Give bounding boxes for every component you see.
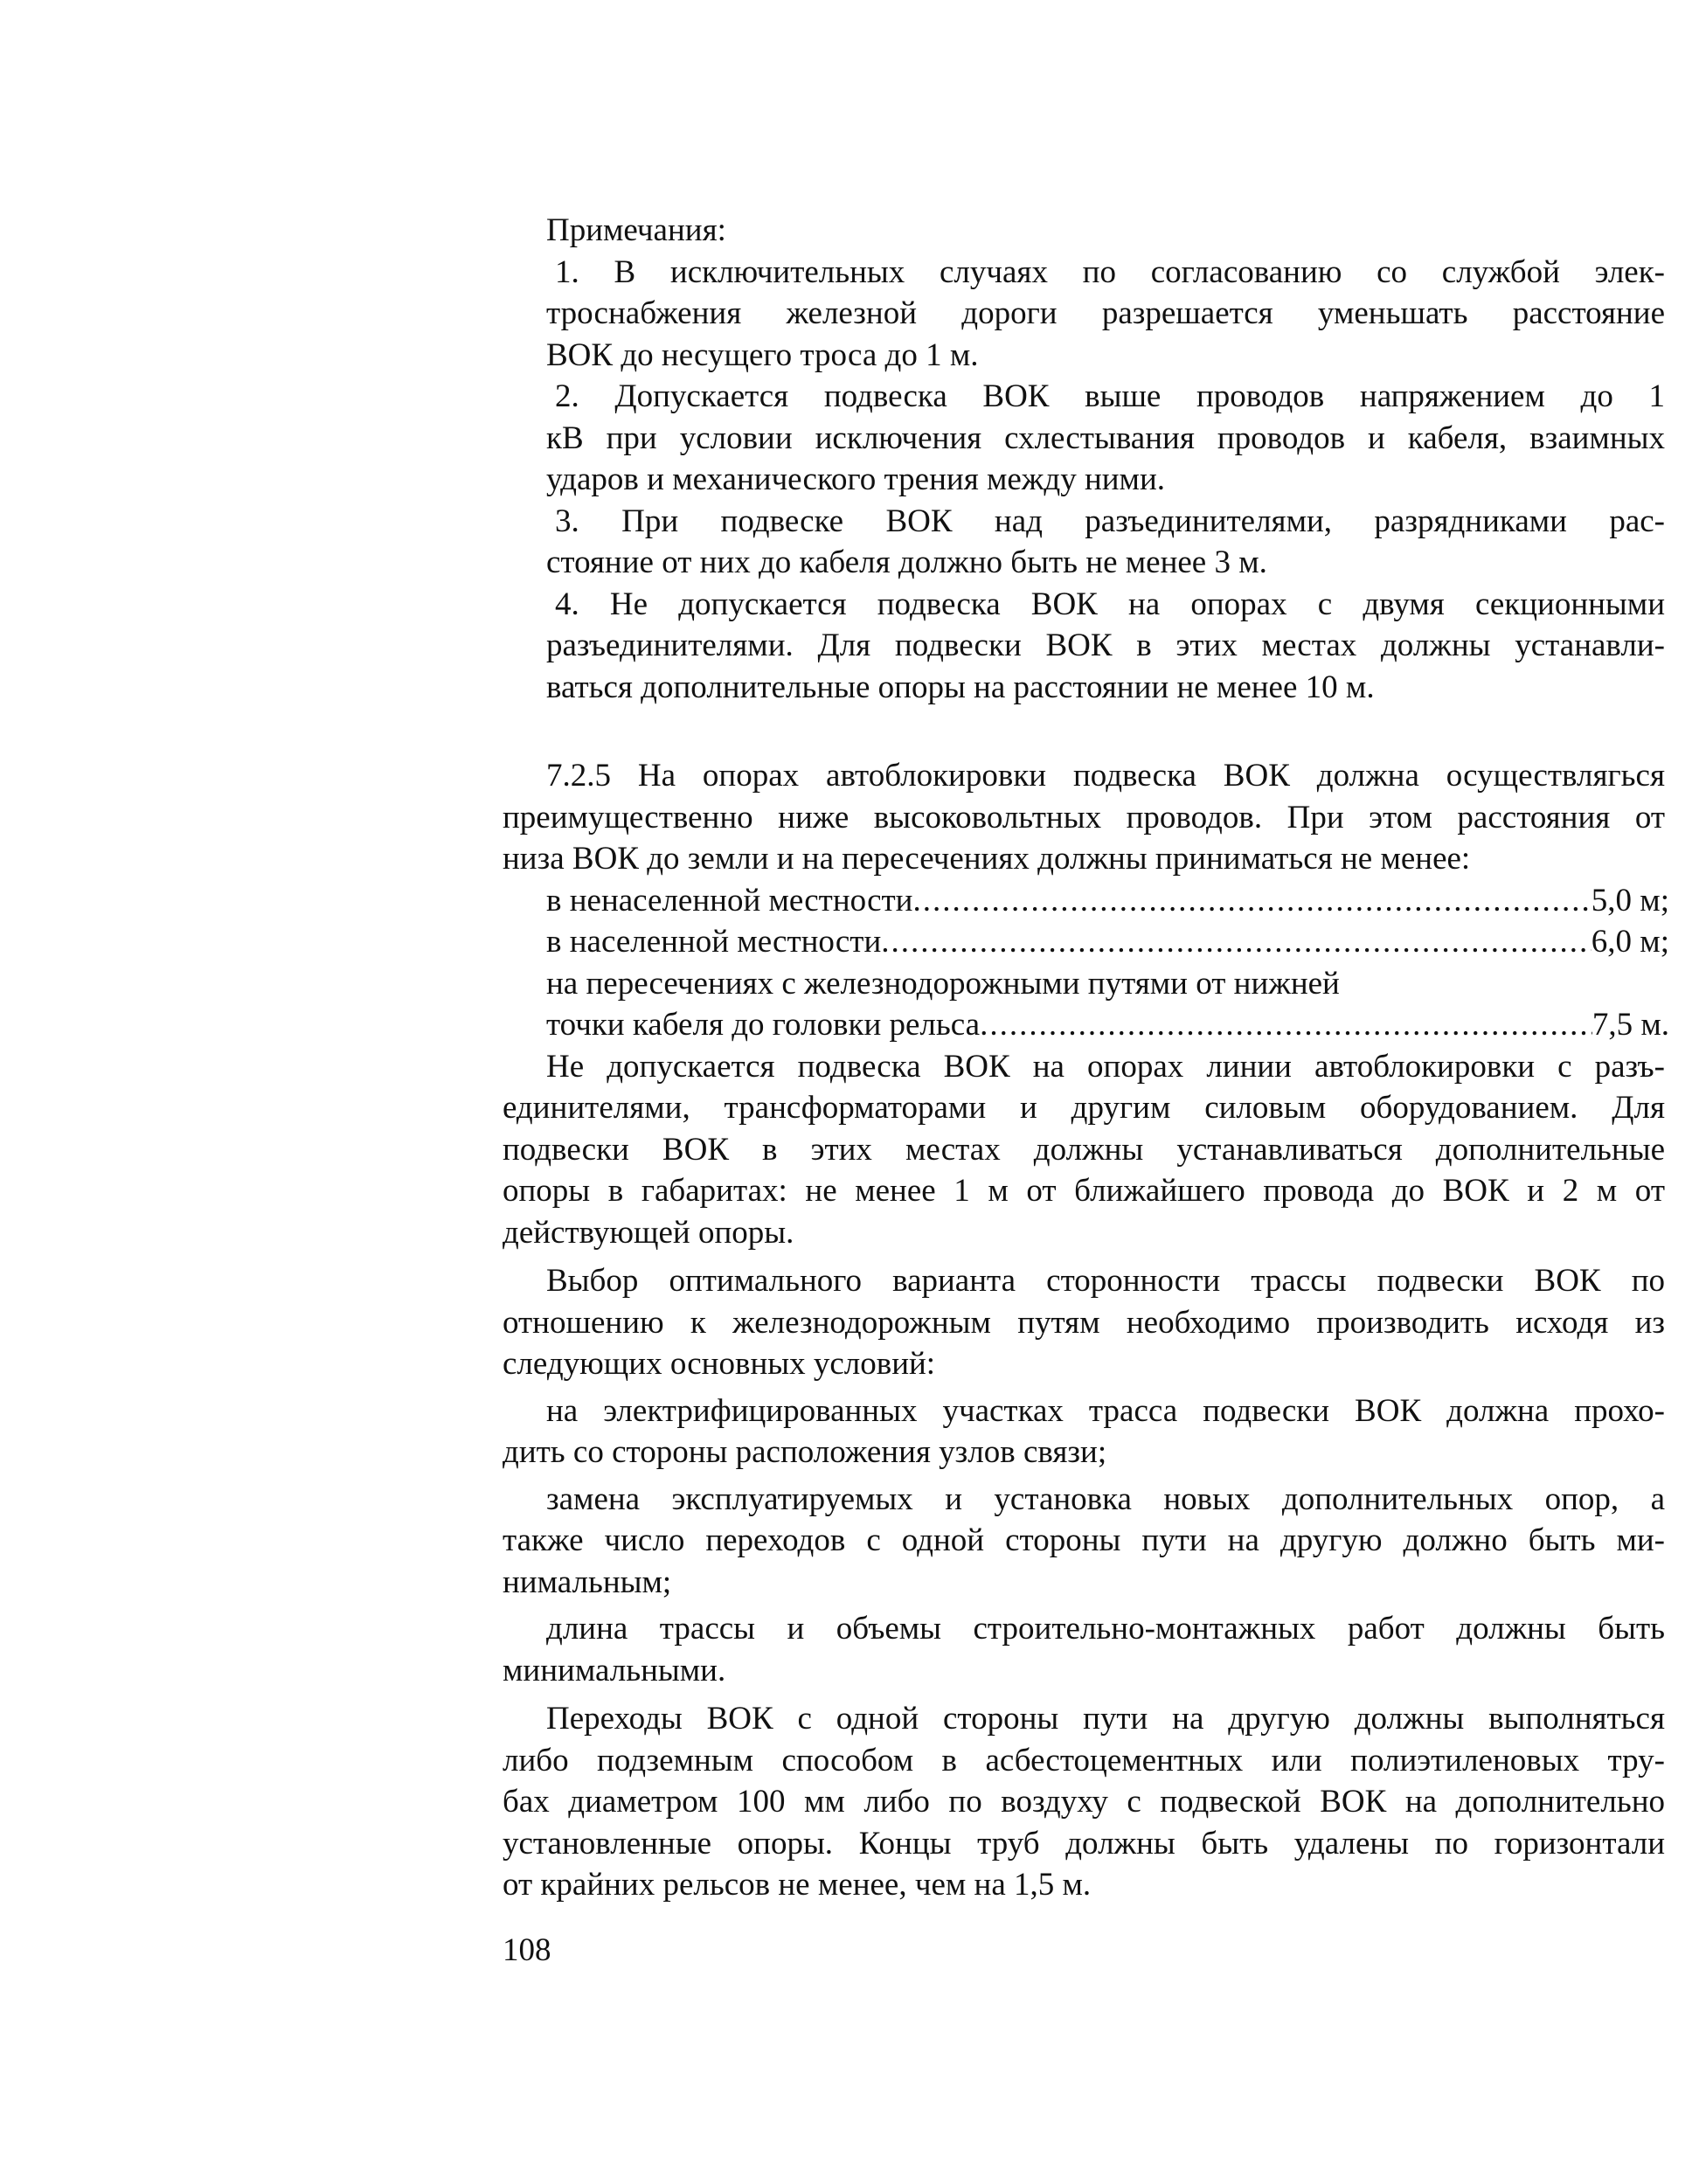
paragraph-line: подвески ВОК в этих местах должны устанавливаться дополнительные [503,1131,1665,1168]
note-line: ударов и механического трения между ними. [546,461,1166,497]
note-line: 1. В исключительных случаях по согласованию со службой элек- [555,253,1665,290]
condition-line: дить со стороны расположения узлов связи; [503,1434,1107,1470]
paragraph-route-choice [503,1260,1665,1385]
condition-1 [503,1390,1665,1473]
note-1 [503,252,1665,377]
paragraph-no-suspension [503,1046,1665,1254]
leader-dots [980,1004,1592,1046]
paragraph-line: действующей опоры. [503,1214,794,1251]
notes-heading: Примечания: [546,212,726,248]
note-line: разъединителями. Для подвески ВОК в этих местах должны устанавли- [546,627,1665,663]
condition-3 [503,1608,1665,1691]
condition-line: минимальными. [503,1652,726,1688]
paragraph-line: установленные опоры. Концы труб должны быть удалены по горизонтали [503,1825,1665,1862]
distance-label: в ненаселенной местности [546,882,913,919]
paragraph-line: либо подземным способом в асбестоцементных или полиэтиленовых тру- [503,1742,1665,1778]
distance-populated [503,921,1669,963]
distance-value: 5,0 м; [1591,882,1669,919]
leader-dots [881,921,1592,963]
distance-crossing [503,1004,1669,1046]
condition-line: замена эксплуатируемых и установка новых дополнительных опор, а [546,1480,1665,1517]
paragraph-line: Не допускается подвеска ВОК на опорах линии автоблокировки с разъ- [546,1048,1665,1085]
paragraph-crossings [503,1698,1665,1906]
paragraph-line: следующих основных условий: [503,1346,936,1382]
paragraph-line: Переходы ВОК с одной стороны пути на другую должны выполняться [546,1701,1665,1737]
note-line: ВОК до несущего троса до 1 м. [546,336,979,373]
note-line: 3. При подвеске ВОК над разъединителями, разрядниками рас- [555,503,1665,539]
note-3 [503,501,1665,584]
distance-value: 6,0 м; [1591,924,1669,960]
condition-2 [503,1479,1665,1604]
condition-line: также число переходов с одной стороны пути на другую должно быть ми- [503,1522,1665,1558]
paragraph-line: опоры в габаритах: не менее 1 м от ближайшего провода до ВОК и 2 м от [503,1173,1665,1209]
note-line: ваться дополнительные опоры на расстоянии не менее 10 м. [546,669,1375,705]
condition-line: на электрифицированных участках трасса подвески ВОК должна прохо- [546,1392,1665,1429]
paragraph-line: от крайних рельсов не менее, чем на 1,5 м. [503,1867,1092,1903]
note-4 [503,584,1665,709]
paragraph-line: Выбор оптимального варианта сторонности трассы подвески ВОК по [546,1263,1665,1299]
leader-dots [912,880,1591,922]
condition-line: нимальным; [503,1563,672,1600]
section-line: низа ВОК до земли и на пересечениях должны приниматься не менее: [503,841,1471,877]
paragraph-line: бах диаметром 100 мм либо по воздуху с подвеской ВОК на дополнительно [503,1784,1665,1820]
section-7-2-5 [503,755,1669,1046]
condition-line: длина трассы и объемы строительно-монтажных работ должны быть [546,1611,1665,1647]
section-line: преимущественно ниже высоковольтных проводов. При этом расстояния от [503,799,1665,835]
crossing-line: на пересечениях с железнодорожными путями от нижней [546,965,1340,1002]
page-number: 108 [503,1932,551,1968]
note-line: 4. Не допускается подвеска ВОК на опорах с двумя секционными [555,586,1665,622]
note-line: кВ при условии исключения схлестывания проводов и кабеля, взаимных [546,419,1665,456]
note-line: стояние от них до кабеля должно быть не менее 3 м. [546,544,1267,580]
paragraph-line: отношению к железнодорожным путям необходимо производить исходя из [503,1304,1665,1341]
paragraph-line: единителями, трансформаторами и другим силовым оборудованием. Для [503,1090,1665,1126]
distance-value: 7,5 м. [1592,1007,1669,1043]
section-line: 7.2.5 На опорах автоблокировки подвеска ВОК должна осуществлягься [546,758,1665,794]
distance-label: точки кабеля до головки рельса [546,1007,981,1043]
note-line: 2. Допускается подвеска ВОК выше проводов напряжением до 1 [555,378,1665,414]
distance-unpopulated [503,880,1669,922]
note-2 [503,376,1665,501]
document-page [503,210,1669,1906]
note-line: троснабжения железной дороги разрешается уменьшать расстояние [546,295,1665,331]
distance-label: в населенной местности [546,924,882,960]
